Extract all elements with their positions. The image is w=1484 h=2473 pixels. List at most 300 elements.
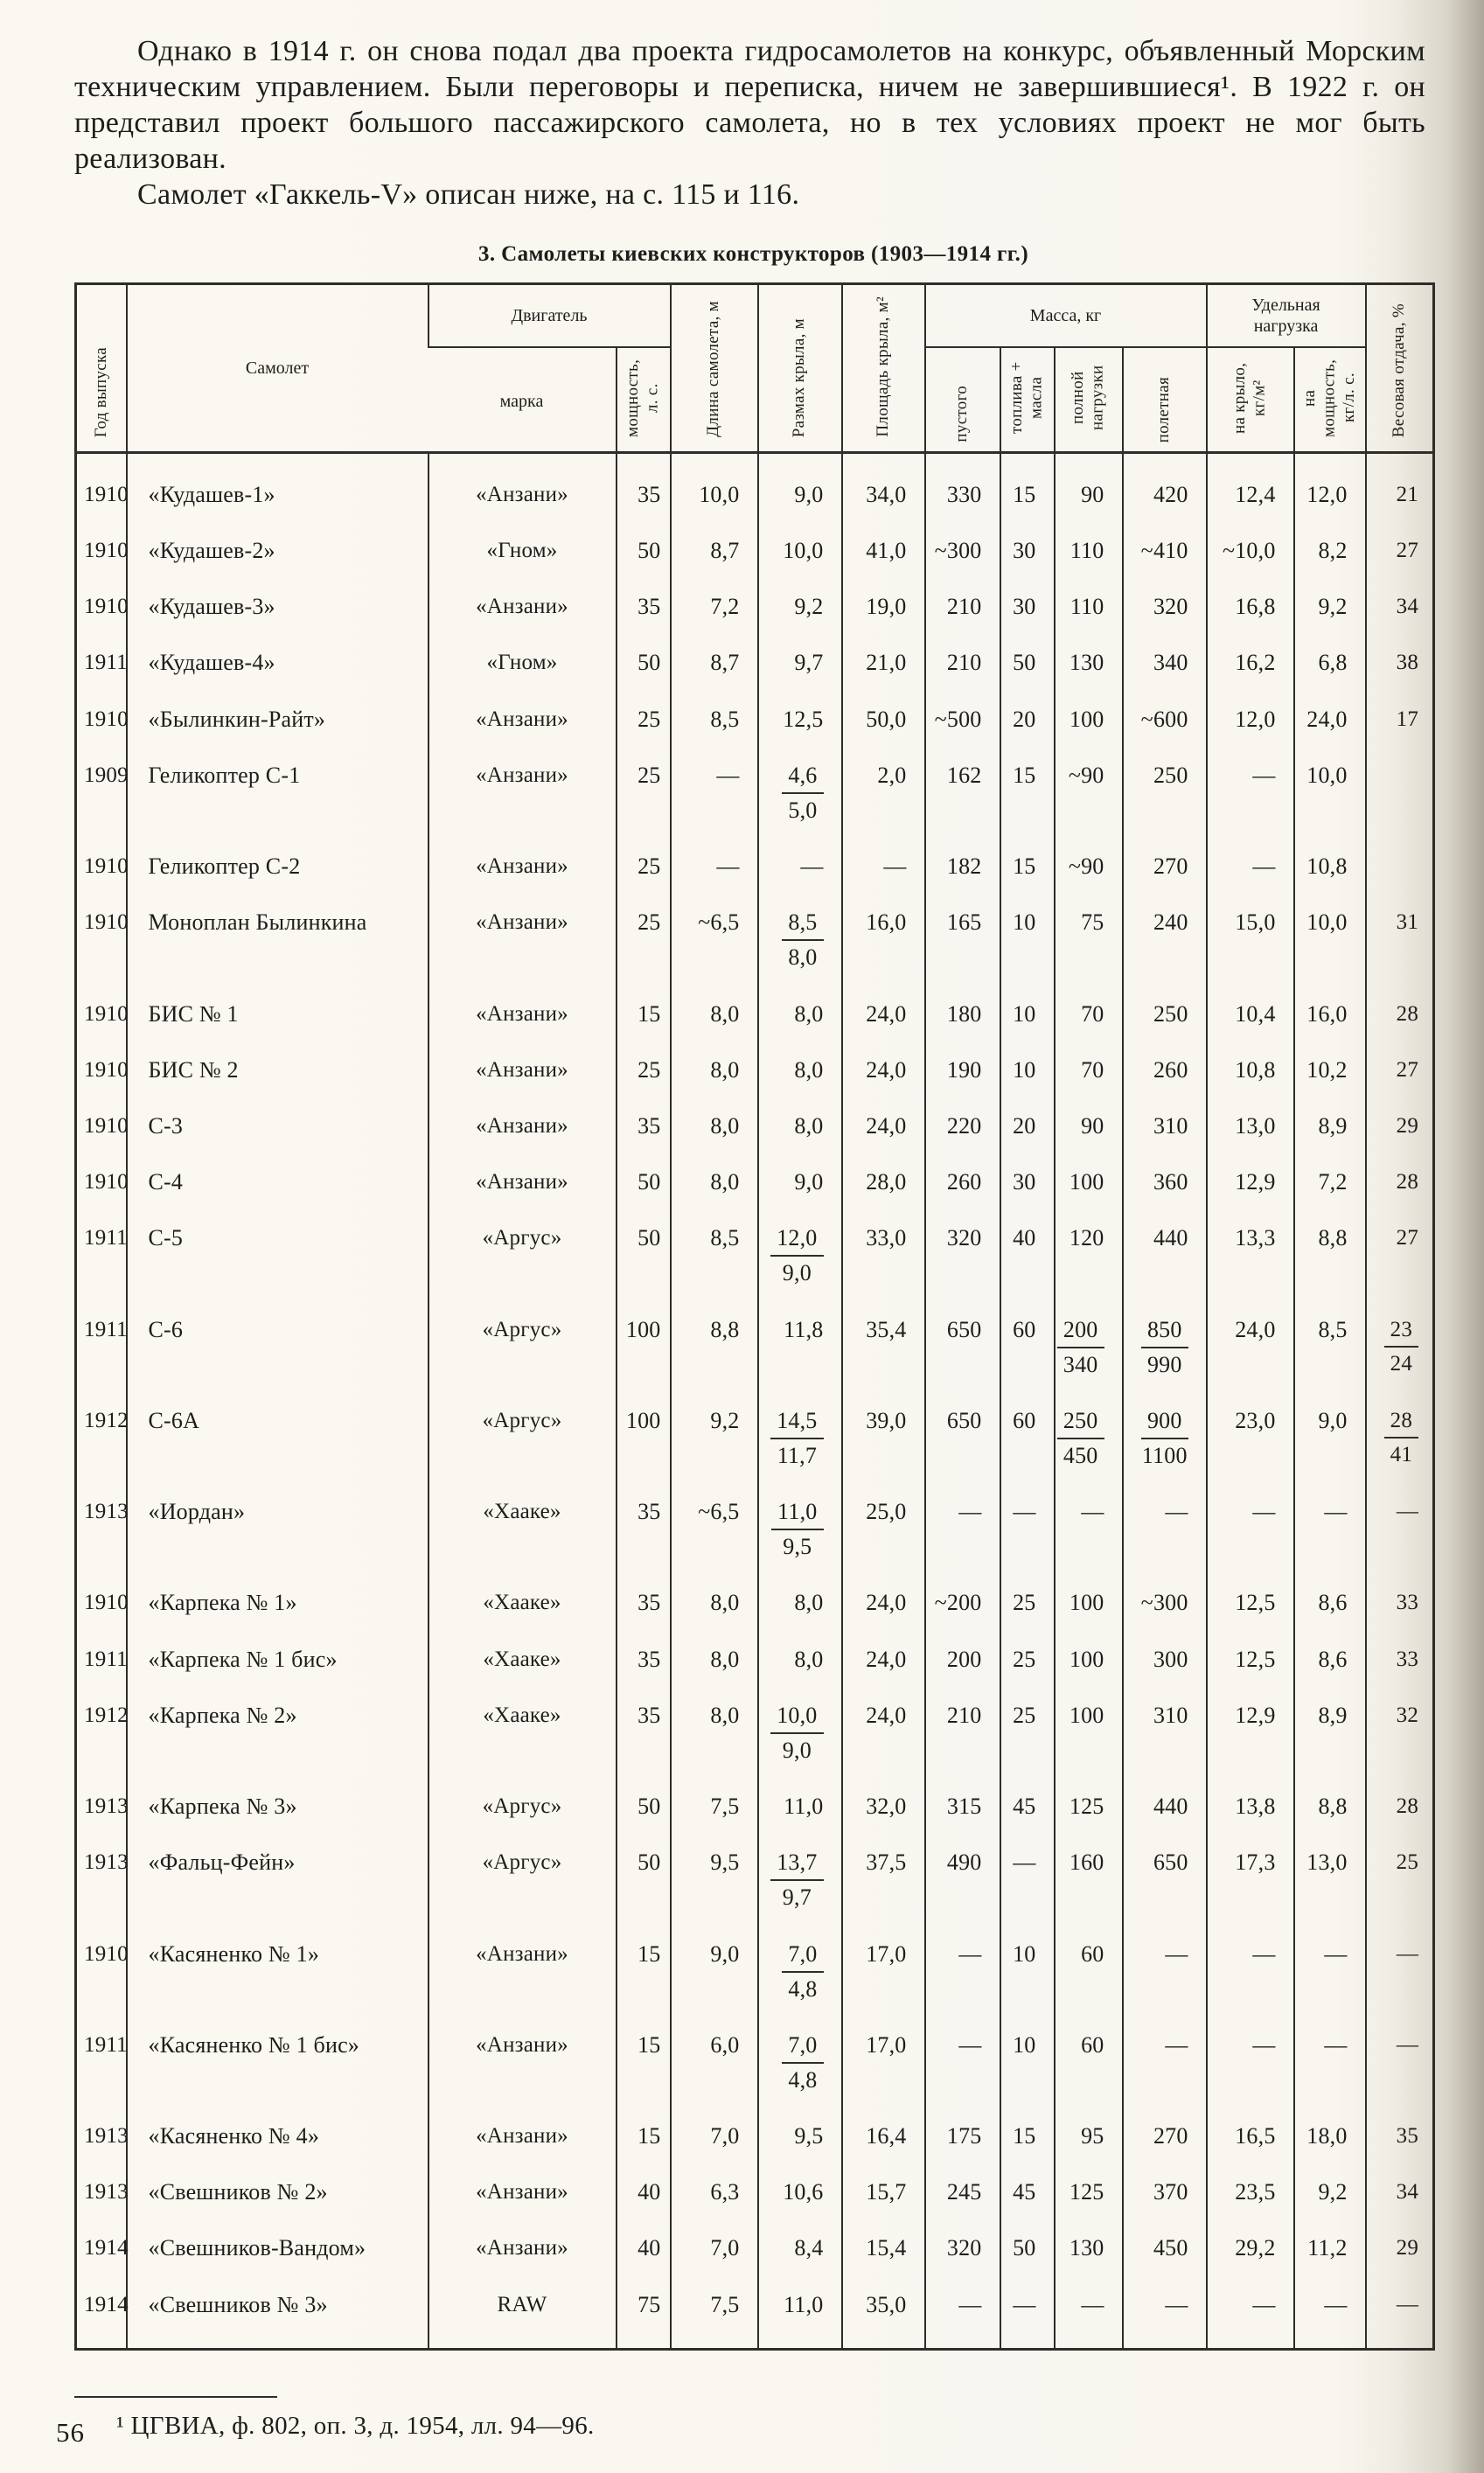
cell-engine-brand: «Хааке» [428,1688,617,1779]
cell-mass-payload: 95 [1055,2108,1123,2164]
cell-engine-brand: «Хааке» [428,1484,617,1575]
cell-mass-fuel: 10 [1000,986,1055,1042]
stacked-value: $\frac{10,0}{9,0}$ [770,1703,823,1764]
cell-weight-return [1366,1302,1434,1393]
stacked-value: $\frac{23}{24}$ [1384,1317,1418,1376]
col-group-engine: Двигатель [428,284,671,348]
cell-mass-empty: 200 [925,1632,1000,1688]
stacked-value: $\frac{900}{1100}$ [1141,1407,1188,1468]
cell-load-power: 9,0 [1294,1393,1366,1484]
cell-mass-payload: — [1055,1484,1123,1575]
cell-year: 1913 [84,1850,129,1875]
table-row [76,1575,1434,1631]
cell-load-power: 10,0 [1294,748,1366,839]
cell-mass-fuel: 25 [1000,1632,1055,1688]
cell-mass-empty: ~500 [925,692,1000,748]
cell-load-wing: — [1207,2017,1294,2108]
col-header-length-label: Длина самолета, м [704,301,723,437]
cell-load-wing: — [1207,839,1294,895]
cell-mass-empty: — [925,2277,1000,2350]
cell-mass-empty: 260 [925,1154,1000,1210]
cell-span: — [758,839,842,895]
cell-mass-fuel: 10 [1000,895,1055,986]
col-header-mass-fuel-label: топлива + масла [1007,361,1046,435]
cell-mass-empty: 210 [925,1688,1000,1779]
col-header-aircraft [127,284,428,453]
cell-mass-flight: 300 [1123,1632,1207,1688]
cell-mass-flight [1123,1393,1207,1484]
cell-span: 10,0 [758,523,842,579]
cell-span: 8,0 [758,1098,842,1154]
cell-mass-payload [1055,1393,1123,1484]
cell-weight-return [1366,1393,1434,1484]
cell-load-wing: 13,8 [1207,1779,1294,1835]
cell-mass-payload: 60 [1055,2017,1123,2108]
cell-engine-power: 75 [617,2277,671,2350]
cell-load-power: 9,2 [1294,2164,1366,2220]
cell-aircraft: С-6А [127,1393,428,1484]
cell-mass-flight: — [1123,1926,1207,2017]
cell-mass-flight [1123,1302,1207,1393]
cell-mass-flight: 650 [1123,1835,1207,1926]
cell-mass-empty: 162 [925,748,1000,839]
cell-aircraft: «Карпека № 1 бис» [127,1632,428,1688]
cell-mass-empty: 650 [925,1302,1000,1393]
cell-span: 12,5 [758,692,842,748]
table-row [76,2017,1434,2108]
cell-aircraft: Геликоптер С-1 [127,748,428,839]
cell-weight-return: 27 [1366,1210,1434,1301]
cell-mass-empty: 320 [925,1210,1000,1301]
page-content [74,33,1425,2441]
cell-load-wing: 15,0 [1207,895,1294,986]
col-header-engine-brand-label: марка [499,391,544,411]
cell-weight-return: 35 [1366,2108,1434,2164]
cell-mass-flight: ~600 [1123,692,1207,748]
cell-mass-flight: ~410 [1123,523,1207,579]
cell-load-wing: 16,2 [1207,635,1294,691]
cell-load-wing: 12,9 [1207,1154,1294,1210]
cell-year: 1912 [84,1408,129,1432]
cell-mass-fuel: 15 [1000,2108,1055,2164]
cell-mass-payload: ~90 [1055,748,1123,839]
cell-length: 8,0 [671,1042,758,1098]
cell-mass-payload: — [1055,2277,1123,2350]
table-row [76,1042,1434,1098]
cell-engine-power: 25 [617,692,671,748]
cell-weight-return: 32 [1366,1688,1434,1779]
cell-area: 35,0 [842,2277,925,2350]
cell-load-wing: 17,3 [1207,1835,1294,1926]
cell-year: 1912 [84,1703,129,1727]
col-header-mass-payload [1055,347,1123,453]
cell-span [758,895,842,986]
cell-weight-return [1366,748,1434,839]
stacked-value: $\frac{28}{41}$ [1384,1408,1418,1467]
cell-year: 1911 [84,1226,128,1250]
cell-aircraft: Моноплан Былинкина [127,895,428,986]
cell-engine-brand: «Аргус» [428,1393,617,1484]
cell-load-power: 7,2 [1294,1154,1366,1210]
cell-mass-fuel: 10 [1000,1042,1055,1098]
cell-mass-payload: 70 [1055,986,1123,1042]
cell-load-wing: 13,0 [1207,1098,1294,1154]
footnote-text: ¹ ЦГВИА, ф. 802, оп. 3, д. 1954, лл. 94—96. [116,2411,595,2440]
cell-year: 1914 [84,2292,129,2316]
stacked-value: $\frac{850}{990}$ [1141,1317,1188,1378]
cell-engine-power: 15 [617,2017,671,2108]
cell-mass-empty: 210 [925,579,1000,635]
footnote-rule [74,2396,277,2398]
cell-weight-return: 17 [1366,692,1434,748]
cell-length: 8,0 [671,1098,758,1154]
cell-engine-brand: «Аргус» [428,1302,617,1393]
cell-mass-fuel: 10 [1000,1926,1055,2017]
cell-load-wing: 13,3 [1207,1210,1294,1301]
cell-year: 1910 [84,1057,129,1082]
cell-area: 24,0 [842,1098,925,1154]
cell-load-power: 6,8 [1294,635,1366,691]
cell-aircraft: «Карпека № 2» [127,1688,428,1779]
cell-year: 1910 [84,707,129,731]
stacked-value: $\frac{7,0}{4,8}$ [782,2032,823,2093]
cell-weight-return: 29 [1366,1098,1434,1154]
table-row [76,1393,1434,1484]
cell-engine-power: 15 [617,2108,671,2164]
cell-year: 1913 [84,1500,129,1524]
cell-load-wing: 23,5 [1207,2164,1294,2220]
cell-mass-payload: 110 [1055,579,1123,635]
cell-area: 24,0 [842,1575,925,1631]
cell-engine-power: 35 [617,579,671,635]
cell-length: 7,0 [671,2220,758,2276]
table-row [76,1302,1434,1393]
table-row [76,1688,1434,1779]
cell-year: 1910 [84,1941,129,1966]
cell-load-wing: 29,2 [1207,2220,1294,2276]
cell-mass-empty: 210 [925,635,1000,691]
cell-mass-fuel: 50 [1000,2220,1055,2276]
cell-weight-return [1366,839,1434,895]
stacked-value: $\frac{12,0}{9,0}$ [770,1225,823,1286]
cell-area: 24,0 [842,986,925,1042]
cell-mass-flight: 440 [1123,1779,1207,1835]
cell-area: — [842,839,925,895]
cell-load-power: 8,9 [1294,1098,1366,1154]
cell-area: 16,4 [842,2108,925,2164]
cell-weight-return: — [1366,2277,1434,2350]
cell-mass-payload: 130 [1055,635,1123,691]
cell-mass-empty: 490 [925,1835,1000,1926]
cell-engine-power: 50 [617,1210,671,1301]
cell-mass-flight: 250 [1123,986,1207,1042]
cell-load-wing: 16,8 [1207,579,1294,635]
cell-load-power: 24,0 [1294,692,1366,748]
cell-engine-brand: «Гном» [428,523,617,579]
cell-weight-return: 38 [1366,635,1434,691]
cell-mass-payload: 100 [1055,1688,1123,1779]
cell-engine-power: 35 [617,1098,671,1154]
cell-weight-return: 33 [1366,1632,1434,1688]
cell-mass-fuel: 10 [1000,2017,1055,2108]
cell-load-wing: 10,4 [1207,986,1294,1042]
cell-length: 8,5 [671,1210,758,1301]
table-row [76,1484,1434,1575]
cell-aircraft: «Свешников-Вандом» [127,2220,428,2276]
col-header-span-label: Размах крыла, м [790,317,809,437]
cell-mass-fuel: — [1000,1835,1055,1926]
cell-weight-return: 21 [1366,453,1434,524]
cell-mass-empty: 330 [925,453,1000,524]
cell-mass-payload: 60 [1055,1926,1123,2017]
cell-engine-power: 25 [617,1042,671,1098]
cell-load-wing: 12,5 [1207,1575,1294,1631]
cell-aircraft: «Касяненко № 4» [127,2108,428,2164]
cell-length: 8,5 [671,692,758,748]
cell-mass-fuel: 45 [1000,2164,1055,2220]
cell-mass-flight: 240 [1123,895,1207,986]
cell-engine-brand: «Анзани» [428,1154,617,1210]
cell-aircraft: БИС № 1 [127,986,428,1042]
cell-engine-power: 40 [617,2164,671,2220]
cell-year: 1910 [84,539,129,563]
table-body [76,453,1434,2350]
cell-mass-fuel: 30 [1000,579,1055,635]
cell-aircraft: С-3 [127,1098,428,1154]
cell-length: 9,2 [671,1393,758,1484]
cell-load-wing: 23,0 [1207,1393,1294,1484]
cell-span: 8,0 [758,1575,842,1631]
table-row [76,1835,1434,1926]
cell-mass-payload: 120 [1055,1210,1123,1301]
cell-mass-flight: 450 [1123,2220,1207,2276]
cell-engine-brand: «Анзани» [428,2017,617,2108]
cell-engine-brand: «Анзани» [428,1926,617,2017]
table-row [76,1632,1434,1688]
cell-mass-fuel: 45 [1000,1779,1055,1835]
cell-mass-fuel: 25 [1000,1575,1055,1631]
cell-weight-return: — [1366,2017,1434,2108]
cell-load-wing: 12,5 [1207,1632,1294,1688]
cell-area: 50,0 [842,692,925,748]
cell-mass-flight: 340 [1123,635,1207,691]
cell-engine-brand: «Анзани» [428,692,617,748]
cell-span [758,2017,842,2108]
cell-load-power: 8,8 [1294,1210,1366,1301]
cell-length: ~6,5 [671,895,758,986]
cell-year: 1911 [84,2032,128,2057]
cell-length: 8,0 [671,986,758,1042]
cell-span [758,748,842,839]
cell-area: 24,0 [842,1042,925,1098]
cell-aircraft: «Кудашев-2» [127,523,428,579]
cell-length: 8,0 [671,1632,758,1688]
cell-engine-power: 25 [617,748,671,839]
cell-weight-return: 28 [1366,1779,1434,1835]
col-header-mass-fuel [1000,347,1055,453]
cell-weight-return: 34 [1366,2164,1434,2220]
cell-mass-fuel: 30 [1000,523,1055,579]
cell-mass-payload: 90 [1055,1098,1123,1154]
cell-engine-brand: RAW [428,2277,617,2350]
cell-mass-flight: 360 [1123,1154,1207,1210]
cell-aircraft: «Касяненко № 1 бис» [127,2017,428,2108]
cell-load-power: — [1294,2017,1366,2108]
cell-engine-power: 100 [617,1302,671,1393]
cell-mass-flight: 420 [1123,453,1207,524]
cell-load-power: 10,8 [1294,839,1366,895]
table-row [76,1154,1434,1210]
col-header-load-wing [1207,347,1294,453]
cell-load-power: 11,2 [1294,2220,1366,2276]
aircraft-table [74,282,1435,2351]
table-header [76,284,1434,453]
col-header-weight-return [1366,284,1434,453]
cell-load-power: — [1294,1926,1366,2017]
cell-weight-return: 31 [1366,895,1434,986]
cell-mass-flight: 310 [1123,1098,1207,1154]
cell-aircraft: «Кудашев-4» [127,635,428,691]
cell-engine-power: 25 [617,895,671,986]
cell-span [758,1688,842,1779]
col-header-mass-empty [925,347,1000,453]
stacked-value: $\frac{250}{450}$ [1057,1408,1104,1469]
table-row [76,2164,1434,2220]
cell-load-wing: 12,4 [1207,453,1294,524]
cell-mass-fuel: 25 [1000,1688,1055,1779]
cell-engine-brand: «Анзани» [428,2108,617,2164]
stacked-value: $\frac{11,0}{9,5}$ [771,1499,823,1560]
col-header-mass-payload-label: полной нагрузки [1069,365,1107,431]
cell-area: 34,0 [842,453,925,524]
cell-length: — [671,839,758,895]
cell-mass-payload: ~90 [1055,839,1123,895]
cell-aircraft: «Свешников № 2» [127,2164,428,2220]
cell-engine-power: 50 [617,635,671,691]
footnote-block [74,2396,1425,2441]
table-row [76,2108,1434,2164]
table-row [76,453,1434,524]
table-row [76,579,1434,635]
cell-area: 17,0 [842,1926,925,2017]
cell-load-power: — [1294,1484,1366,1575]
cell-length: 9,0 [671,1926,758,2017]
cell-mass-empty: — [925,1484,1000,1575]
cell-mass-empty: 245 [925,2164,1000,2220]
cell-mass-empty: — [925,2017,1000,2108]
cell-weight-return: 27 [1366,523,1434,579]
cell-engine-power: 50 [617,1779,671,1835]
cell-mass-flight: — [1123,2277,1207,2350]
cell-engine-brand: «Анзани» [428,1042,617,1098]
col-header-year-label: Год выпуска [91,346,110,437]
cell-engine-brand: «Анзани» [428,579,617,635]
cell-engine-power: 50 [617,523,671,579]
cell-weight-return: 29 [1366,2220,1434,2276]
cell-length: 7,0 [671,2108,758,2164]
cell-area: 21,0 [842,635,925,691]
cell-aircraft: «Карпека № 3» [127,1779,428,1835]
cell-year: 1911 [84,1647,128,1671]
cell-area: 32,0 [842,1779,925,1835]
cell-aircraft: С-6 [127,1302,428,1393]
cell-mass-empty: 315 [925,1779,1000,1835]
cell-aircraft: «Кудашев-1» [127,453,428,524]
cell-engine-power: 100 [617,1393,671,1484]
table-row [76,748,1434,839]
cell-year: 1910 [84,1113,129,1138]
cell-area: 15,4 [842,2220,925,2276]
cell-span: 11,0 [758,2277,842,2350]
cell-length: 6,3 [671,2164,758,2220]
cell-year: 1910 [84,1591,129,1615]
cell-engine-brand: «Анзани» [428,839,617,895]
cell-load-power: 10,0 [1294,895,1366,986]
cell-year: 1913 [84,2124,129,2149]
cell-weight-return: 33 [1366,1575,1434,1631]
cell-length: ~6,5 [671,1484,758,1575]
table-row [76,839,1434,895]
cell-span: 8,4 [758,2220,842,2276]
cell-length: 8,7 [671,523,758,579]
table-row [76,895,1434,986]
cell-area: 17,0 [842,2017,925,2108]
cell-year: 1913 [84,2180,129,2205]
cell-engine-brand: «Анзани» [428,2220,617,2276]
stacked-value: $\frac{8,5}{8,0}$ [782,909,823,971]
cell-aircraft: «Иордан» [127,1484,428,1575]
cell-load-power: 8,6 [1294,1575,1366,1631]
cell-load-power: 13,0 [1294,1835,1366,1926]
cell-mass-fuel: 30 [1000,1154,1055,1210]
cell-year: 1910 [84,910,129,935]
cell-weight-return: — [1366,1926,1434,2017]
cell-year: 1911 [84,651,128,675]
cell-aircraft: С-4 [127,1154,428,1210]
cell-engine-power: 35 [617,1484,671,1575]
cell-span [758,1210,842,1301]
col-header-mass-flight-label: полетная [1154,376,1174,442]
cell-year: 1914 [84,2236,129,2261]
cell-aircraft: «Кудашев-3» [127,579,428,635]
cell-engine-power: 50 [617,1154,671,1210]
cell-length: 6,0 [671,2017,758,2108]
cell-mass-payload: 100 [1055,692,1123,748]
cell-year: 1913 [84,1794,129,1819]
col-header-aircraft-label: Самолет [245,358,310,378]
cell-mass-flight: ~300 [1123,1575,1207,1631]
col-header-span [758,284,842,453]
cell-mass-payload: 125 [1055,1779,1123,1835]
cell-length: 7,5 [671,1779,758,1835]
cell-mass-fuel: 15 [1000,453,1055,524]
cell-area: 19,0 [842,579,925,635]
cell-area: 15,7 [842,2164,925,2220]
cell-load-power: 10,2 [1294,1042,1366,1098]
cell-span [758,1393,842,1484]
cell-mass-payload: 160 [1055,1835,1123,1926]
cell-mass-empty: ~200 [925,1575,1000,1631]
cell-load-power: 18,0 [1294,2108,1366,2164]
cell-span: 8,0 [758,1632,842,1688]
col-header-year [76,284,127,453]
cell-mass-payload: 75 [1055,895,1123,986]
cell-length: 7,5 [671,2277,758,2350]
cell-mass-payload: 100 [1055,1632,1123,1688]
cell-mass-flight: — [1123,2017,1207,2108]
cell-span: 10,6 [758,2164,842,2220]
table-row [76,1926,1434,2017]
